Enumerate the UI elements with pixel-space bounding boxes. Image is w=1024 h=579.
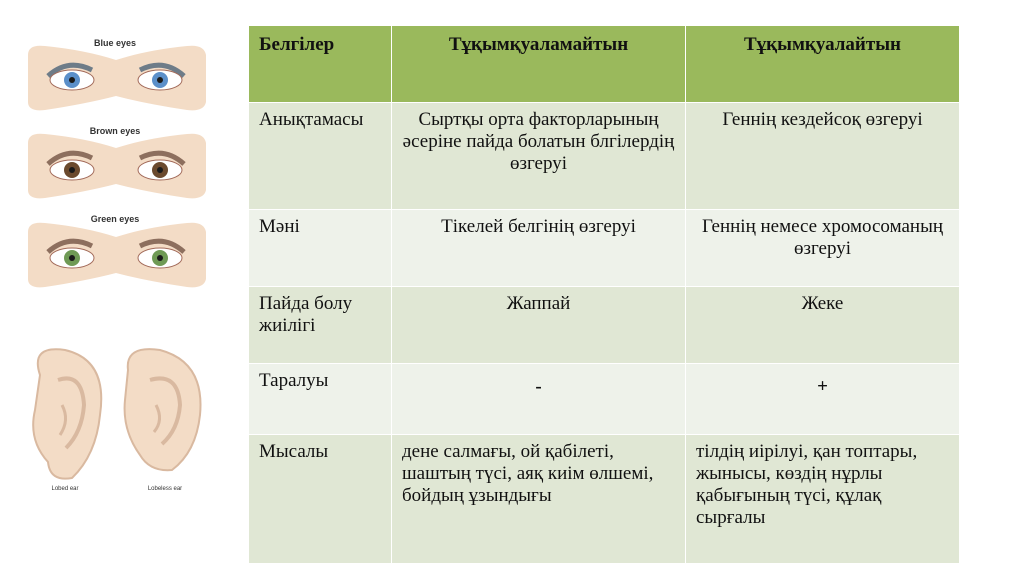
row-label: Пайда болу жиілігі (249, 287, 392, 364)
brown-eyes-label: Brown eyes (89, 126, 141, 136)
table-row (249, 103, 960, 210)
table-row (249, 287, 960, 364)
illustrations-panel (0, 0, 240, 574)
row-label: Таралуы (249, 364, 392, 435)
table-row (249, 210, 960, 287)
cell-hereditary: Жеке (686, 287, 960, 364)
green-eyes-illustration (28, 223, 206, 288)
lobeless-ear-label: Lobeless ear (147, 486, 183, 492)
blue-eyes-illustration (28, 46, 206, 111)
cell-non-hereditary: дене салмағы, ой қабілеті, шаштың түсі, аяқ киім өлшемі, бойдың ұзындығы (392, 435, 686, 564)
lobed-ear-illustration (33, 349, 101, 478)
cell-hereditary: Геннің кездейсоқ өзгеруі (686, 103, 960, 210)
green-eyes-label: Green eyes (90, 214, 140, 224)
lobeless-ear-illustration (125, 349, 201, 470)
table-row (249, 435, 960, 564)
table-row (249, 364, 960, 435)
cell-non-hereditary: Сыртқы орта факторларының әсеріне пайда болатын блгілердің өзгеруі (392, 103, 686, 210)
header-non-hereditary: Тұқымқуаламайтын (392, 26, 686, 103)
brown-eyes-illustration (28, 134, 206, 199)
header-hereditary: Тұқымқуалайтын (686, 26, 960, 103)
cell-hereditary: Геннің немесе хромосоманың өзгеруі (686, 210, 960, 287)
header-traits: Белгілер (249, 26, 392, 103)
cell-hereditary-symbol: + (686, 364, 960, 435)
row-label: Мәні (249, 210, 392, 287)
blue-eyes-label: Blue eyes (93, 38, 137, 48)
table-header-row (249, 26, 960, 103)
row-label: Мысалы (249, 435, 392, 564)
traits-comparison-table (248, 25, 960, 564)
cell-non-hereditary: Жаппай (392, 287, 686, 364)
lobed-ear-label: Lobed ear (51, 486, 79, 492)
cell-non-hereditary-symbol: - (392, 364, 686, 435)
row-label: Анықтамасы (249, 103, 392, 210)
cell-non-hereditary: Тікелей белгінің өзгеруі (392, 210, 686, 287)
cell-hereditary: тілдің иірілуі, қан топтары, жынысы, көздің нұрлы қабығының түсі, құлақ сырғалы (686, 435, 960, 564)
